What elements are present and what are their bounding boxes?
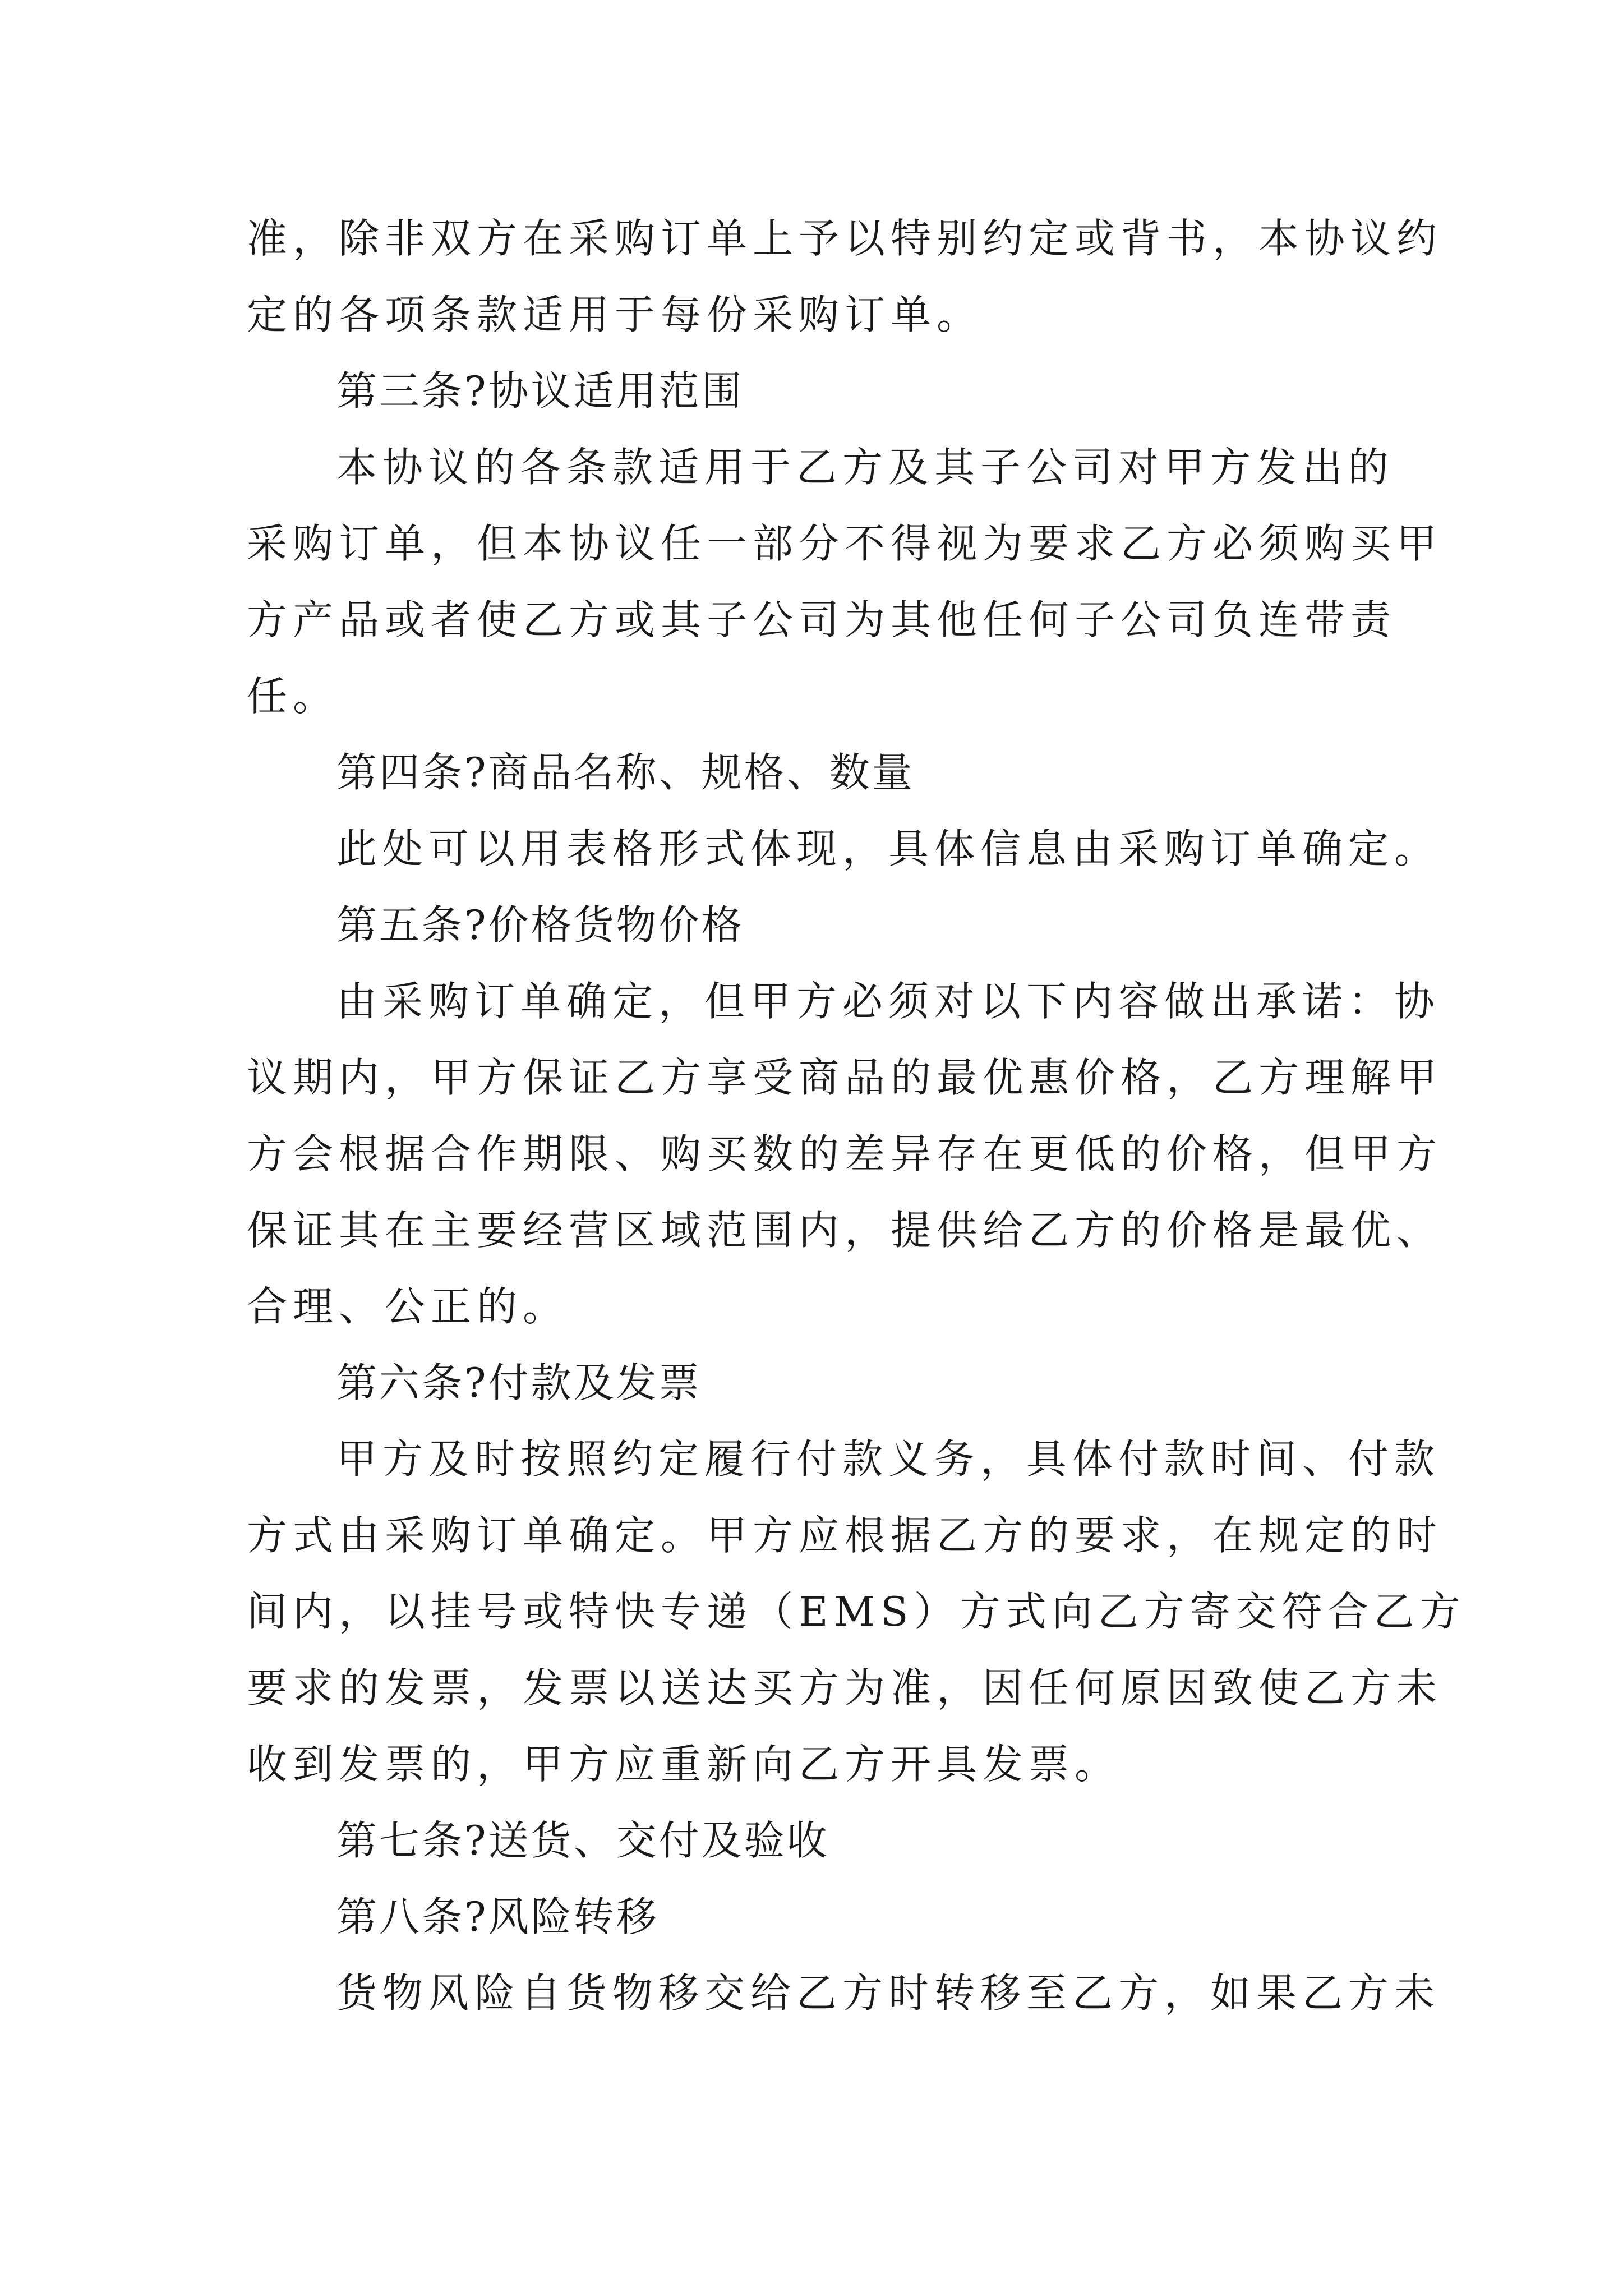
paragraph-line: 保证其在主要经营区域范围内，提供给乙方的价格是最优、 <box>247 1207 1443 1254</box>
paragraph-line: 任。 <box>247 673 339 720</box>
article-heading: 第四条?商品名称、规格、数量 <box>336 749 915 796</box>
paragraph-line: 方会根据合作期限、购买数的差异存在更低的价格，但甲方 <box>247 1130 1443 1177</box>
paragraph-line: 收到发票的，甲方应重新向乙方开具发票。 <box>247 1741 1121 1788</box>
paragraph-line: 定的各项条款适用于每份采购订单。 <box>247 291 983 338</box>
article-heading: 第六条?付款及发票 <box>336 1359 702 1406</box>
paragraph-line: 货物风险自货物移交给乙方时转移至乙方，如果乙方未 <box>336 1970 1441 2017</box>
paragraph-line: 方式由采购订单确定。甲方应根据乙方的要求，在规定的时 <box>247 1512 1443 1559</box>
paragraph-line: 准，除非双方在采购订单上予以特别约定或背书，本协议约 <box>247 215 1443 262</box>
paragraph-line: 此处可以用表格形式体现，具体信息由采购订单确定。 <box>336 825 1441 872</box>
paragraph-line: 要求的发票，发票以送达买方为准，因任何原因致使乙方未 <box>247 1664 1443 1711</box>
article-heading: 第七条?送货、交付及验收 <box>336 1817 829 1864</box>
article-heading: 第三条?协议适用范围 <box>336 367 744 415</box>
article-heading: 第八条?风险转移 <box>336 1893 659 1940</box>
paragraph-line: 方产品或者使乙方或其子公司为其他任何子公司负连带责 <box>247 596 1397 643</box>
paragraph-line: 采购订单，但本协议任一部分不得视为要求乙方必须购买甲 <box>247 520 1443 567</box>
paragraph-line: 甲方及时按照约定履行付款义务，具体付款时间、付款 <box>336 1435 1441 1483</box>
paragraph-line: 合理、公正的。 <box>247 1283 569 1330</box>
paragraph-line: 间内，以挂号或特快专递（EMS）方式向乙方寄交符合乙方 <box>247 1588 1466 1635</box>
paragraph-line: 本协议的各条款适用于乙方及其子公司对甲方发出的 <box>336 444 1395 491</box>
paragraph-line: 由采购订单确定，但甲方必须对以下内容做出承诺：协 <box>336 978 1441 1025</box>
document-body <box>247 206 1466 2037</box>
article-heading: 第五条?价格货物价格 <box>336 901 744 949</box>
paragraph-line: 议期内，甲方保证乙方享受商品的最优惠价格，乙方理解甲 <box>247 1054 1443 1101</box>
